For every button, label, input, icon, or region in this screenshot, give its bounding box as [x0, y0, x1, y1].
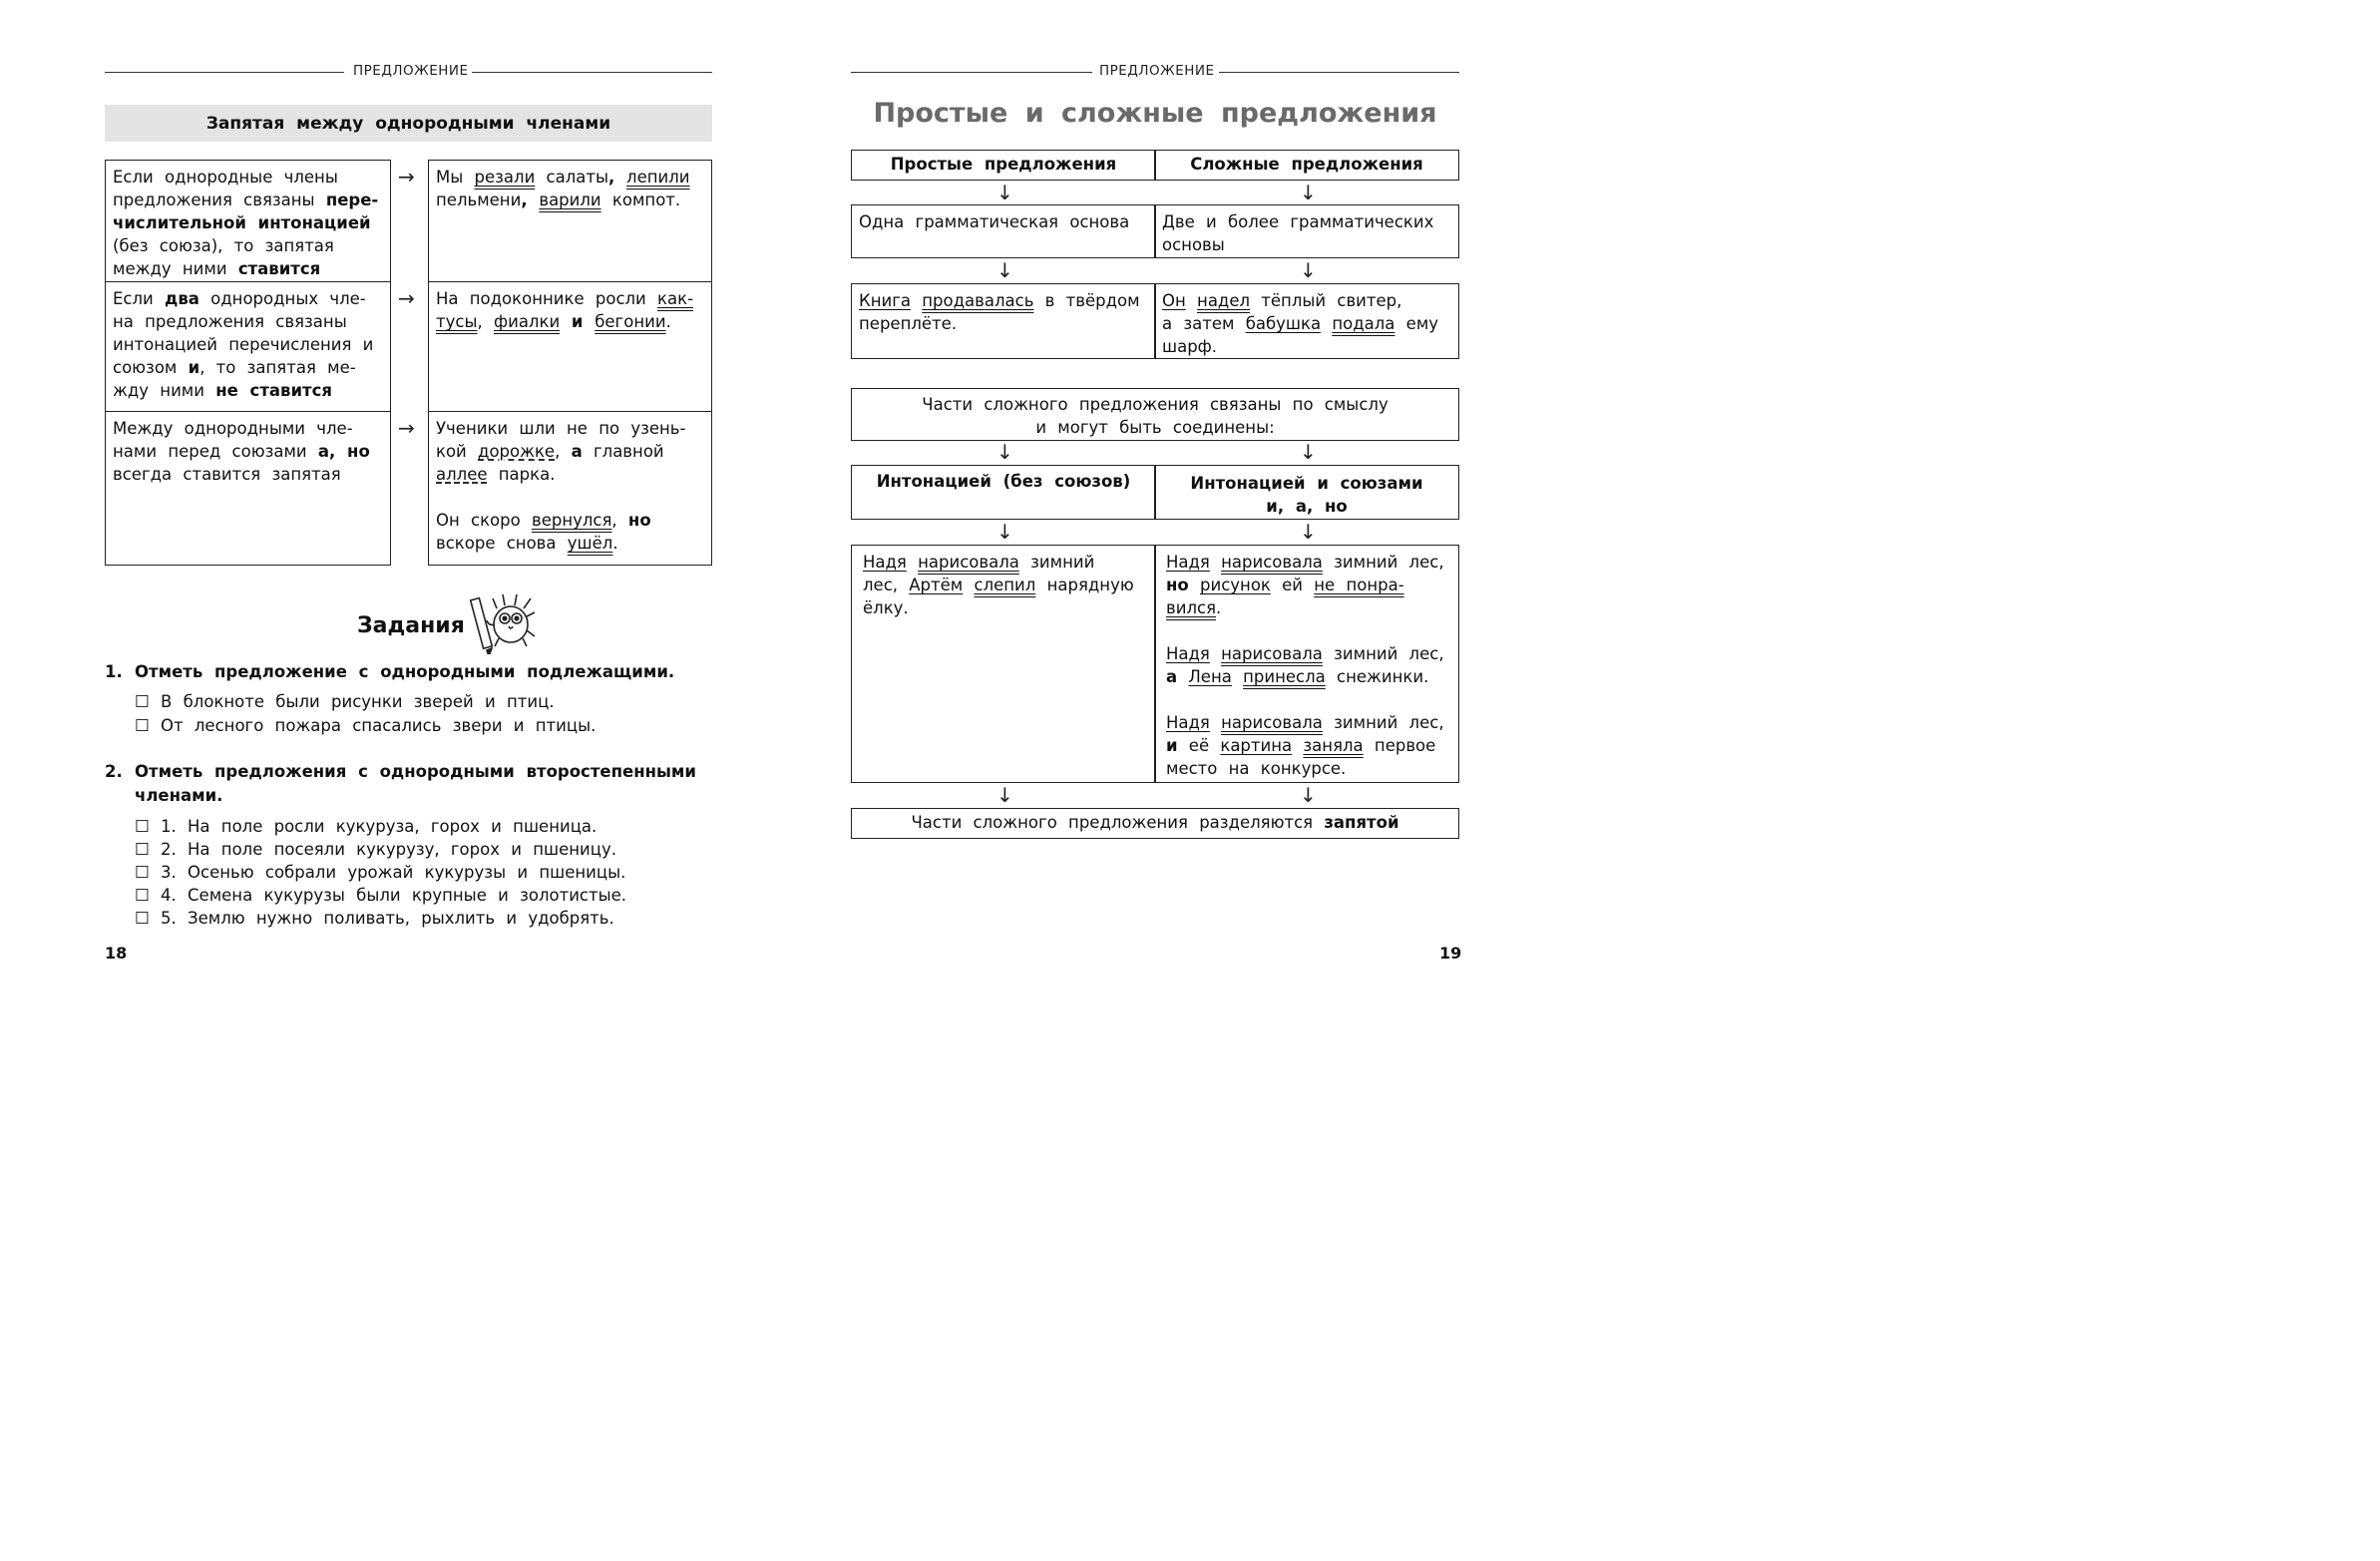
down-arrow-icon: ↓	[996, 440, 1013, 464]
conjunction-examples: Надя нарисовала зимний лес, но рисунок ей не понра- вился. Надя нарисовала зимний лес, а Лена принесла снежинки. Надя нарисовала зимний лес, и её картина заняла первое место на конкурсе.	[1166, 553, 1444, 778]
down-arrow-icon: ↓	[1300, 520, 1317, 544]
task-2-option[interactable]: ☐ 5. Землю нужно поливать, рыхлить и удобрять.	[135, 909, 614, 928]
task-2-number: 2.	[105, 762, 123, 781]
rule-1-text: Если однородные члены предложения связаны пере- числительной интонацией (без союза), то запятая между ними ставится	[113, 168, 379, 278]
example-2-text: На подоконнике росли как- тусы, фиалки и бегонии.	[436, 289, 694, 331]
task-2-prompt: членами.	[135, 786, 223, 805]
task-2-option[interactable]: ☐ 2. На поле посеяли кукурузу, горох и пшеницу.	[135, 840, 616, 859]
complex-definition: Две и более грамматических основы	[1162, 212, 1434, 254]
left-running-header: ПРЕДЛОЖЕНИЕ	[353, 63, 469, 79]
down-arrow-icon: ↓	[1300, 181, 1317, 204]
down-arrow-icon: ↓	[996, 258, 1013, 282]
example-1-text: Мы резали салаты, лепили пельмени, варили компот.	[436, 168, 690, 209]
left-section-title: Запятая между однородными членами	[205, 114, 611, 134]
task-1-number: 1.	[105, 662, 123, 681]
task-2-prompt: Отметь предложения с однородными второстепенными	[135, 762, 696, 781]
intonation-example: Надя нарисовала зимний лес, Артём слепил нарядную ёлку.	[863, 553, 1134, 617]
task-1-option[interactable]: ☐ В блокноте были рисунки зверей и птиц.	[135, 692, 555, 711]
right-arrow-icon: →	[398, 165, 415, 189]
right-running-header: ПРЕДЛОЖЕНИЕ	[1099, 63, 1215, 79]
task-2-option[interactable]: ☐ 1. На поле росли кукуруза, горох и пшеница.	[135, 817, 597, 836]
task-2-option[interactable]: ☐ 4. Семена кукурузы были крупные и золотистые.	[135, 886, 627, 905]
left-page-number: 18	[105, 944, 128, 963]
simple-head-text: Простые предложения	[890, 155, 1117, 174]
right-page-number: 19	[1439, 944, 1462, 963]
left-header-rule-left	[105, 72, 344, 73]
example-3-text: Ученики шли не по узень- кой дорожке, а главной аллее парка. Он скоро вернулся, но вскоре снова ушёл.	[436, 419, 686, 553]
conjunction-head: Интонацией и союзами и, а, но	[1190, 474, 1423, 516]
intonation-head: Интонацией (без союзов)	[876, 472, 1131, 491]
rule-3-text: Между однородными чле- нами перед союзами а, но всегда ставится запятая	[113, 419, 370, 484]
left-header-rule-right	[472, 72, 712, 73]
parts-connection-text: Части сложного предложения связаны по смыслу и могут быть соединены:	[922, 395, 1388, 437]
down-arrow-icon: ↓	[996, 181, 1013, 204]
right-header-rule-right	[1219, 72, 1459, 73]
task-1-option[interactable]: ☐ От лесного пожара спасались звери и птицы.	[135, 716, 596, 735]
right-header-rule-left	[851, 72, 1092, 73]
owl-pencil-illustration	[469, 590, 537, 654]
separation-rule-text: Части сложного предложения разделяются запятой	[911, 813, 1399, 832]
right-arrow-icon: →	[398, 286, 415, 310]
right-arrow-icon: →	[398, 416, 415, 440]
task-2-option[interactable]: ☐ 3. Осенью собрали урожай кукурузы и пшеницы.	[135, 863, 626, 882]
rule-2-text: Если два однородных чле- на предложения связаны интонацией перечисления и союзом и, то запятая ме- жду ними не ставится	[113, 289, 374, 400]
down-arrow-icon: ↓	[1300, 258, 1317, 282]
simple-definition: Одна грамматическая основа	[859, 212, 1130, 231]
tasks-heading: Задания	[357, 613, 465, 638]
complex-head-text: Сложные предложения	[1190, 155, 1423, 174]
right-page-title: Простые и сложные предложения	[873, 98, 1437, 129]
down-arrow-icon: ↓	[1300, 783, 1317, 807]
simple-example: Книга продавалась в твёрдом переплёте.	[859, 291, 1140, 333]
task-1-prompt: Отметь предложение с однородными подлежащими.	[135, 662, 675, 681]
down-arrow-icon: ↓	[996, 783, 1013, 807]
down-arrow-icon: ↓	[1300, 440, 1317, 464]
complex-example: Он надел тёплый свитер, а затем бабушка подала ему шарф.	[1162, 291, 1439, 356]
down-arrow-icon: ↓	[996, 520, 1013, 544]
